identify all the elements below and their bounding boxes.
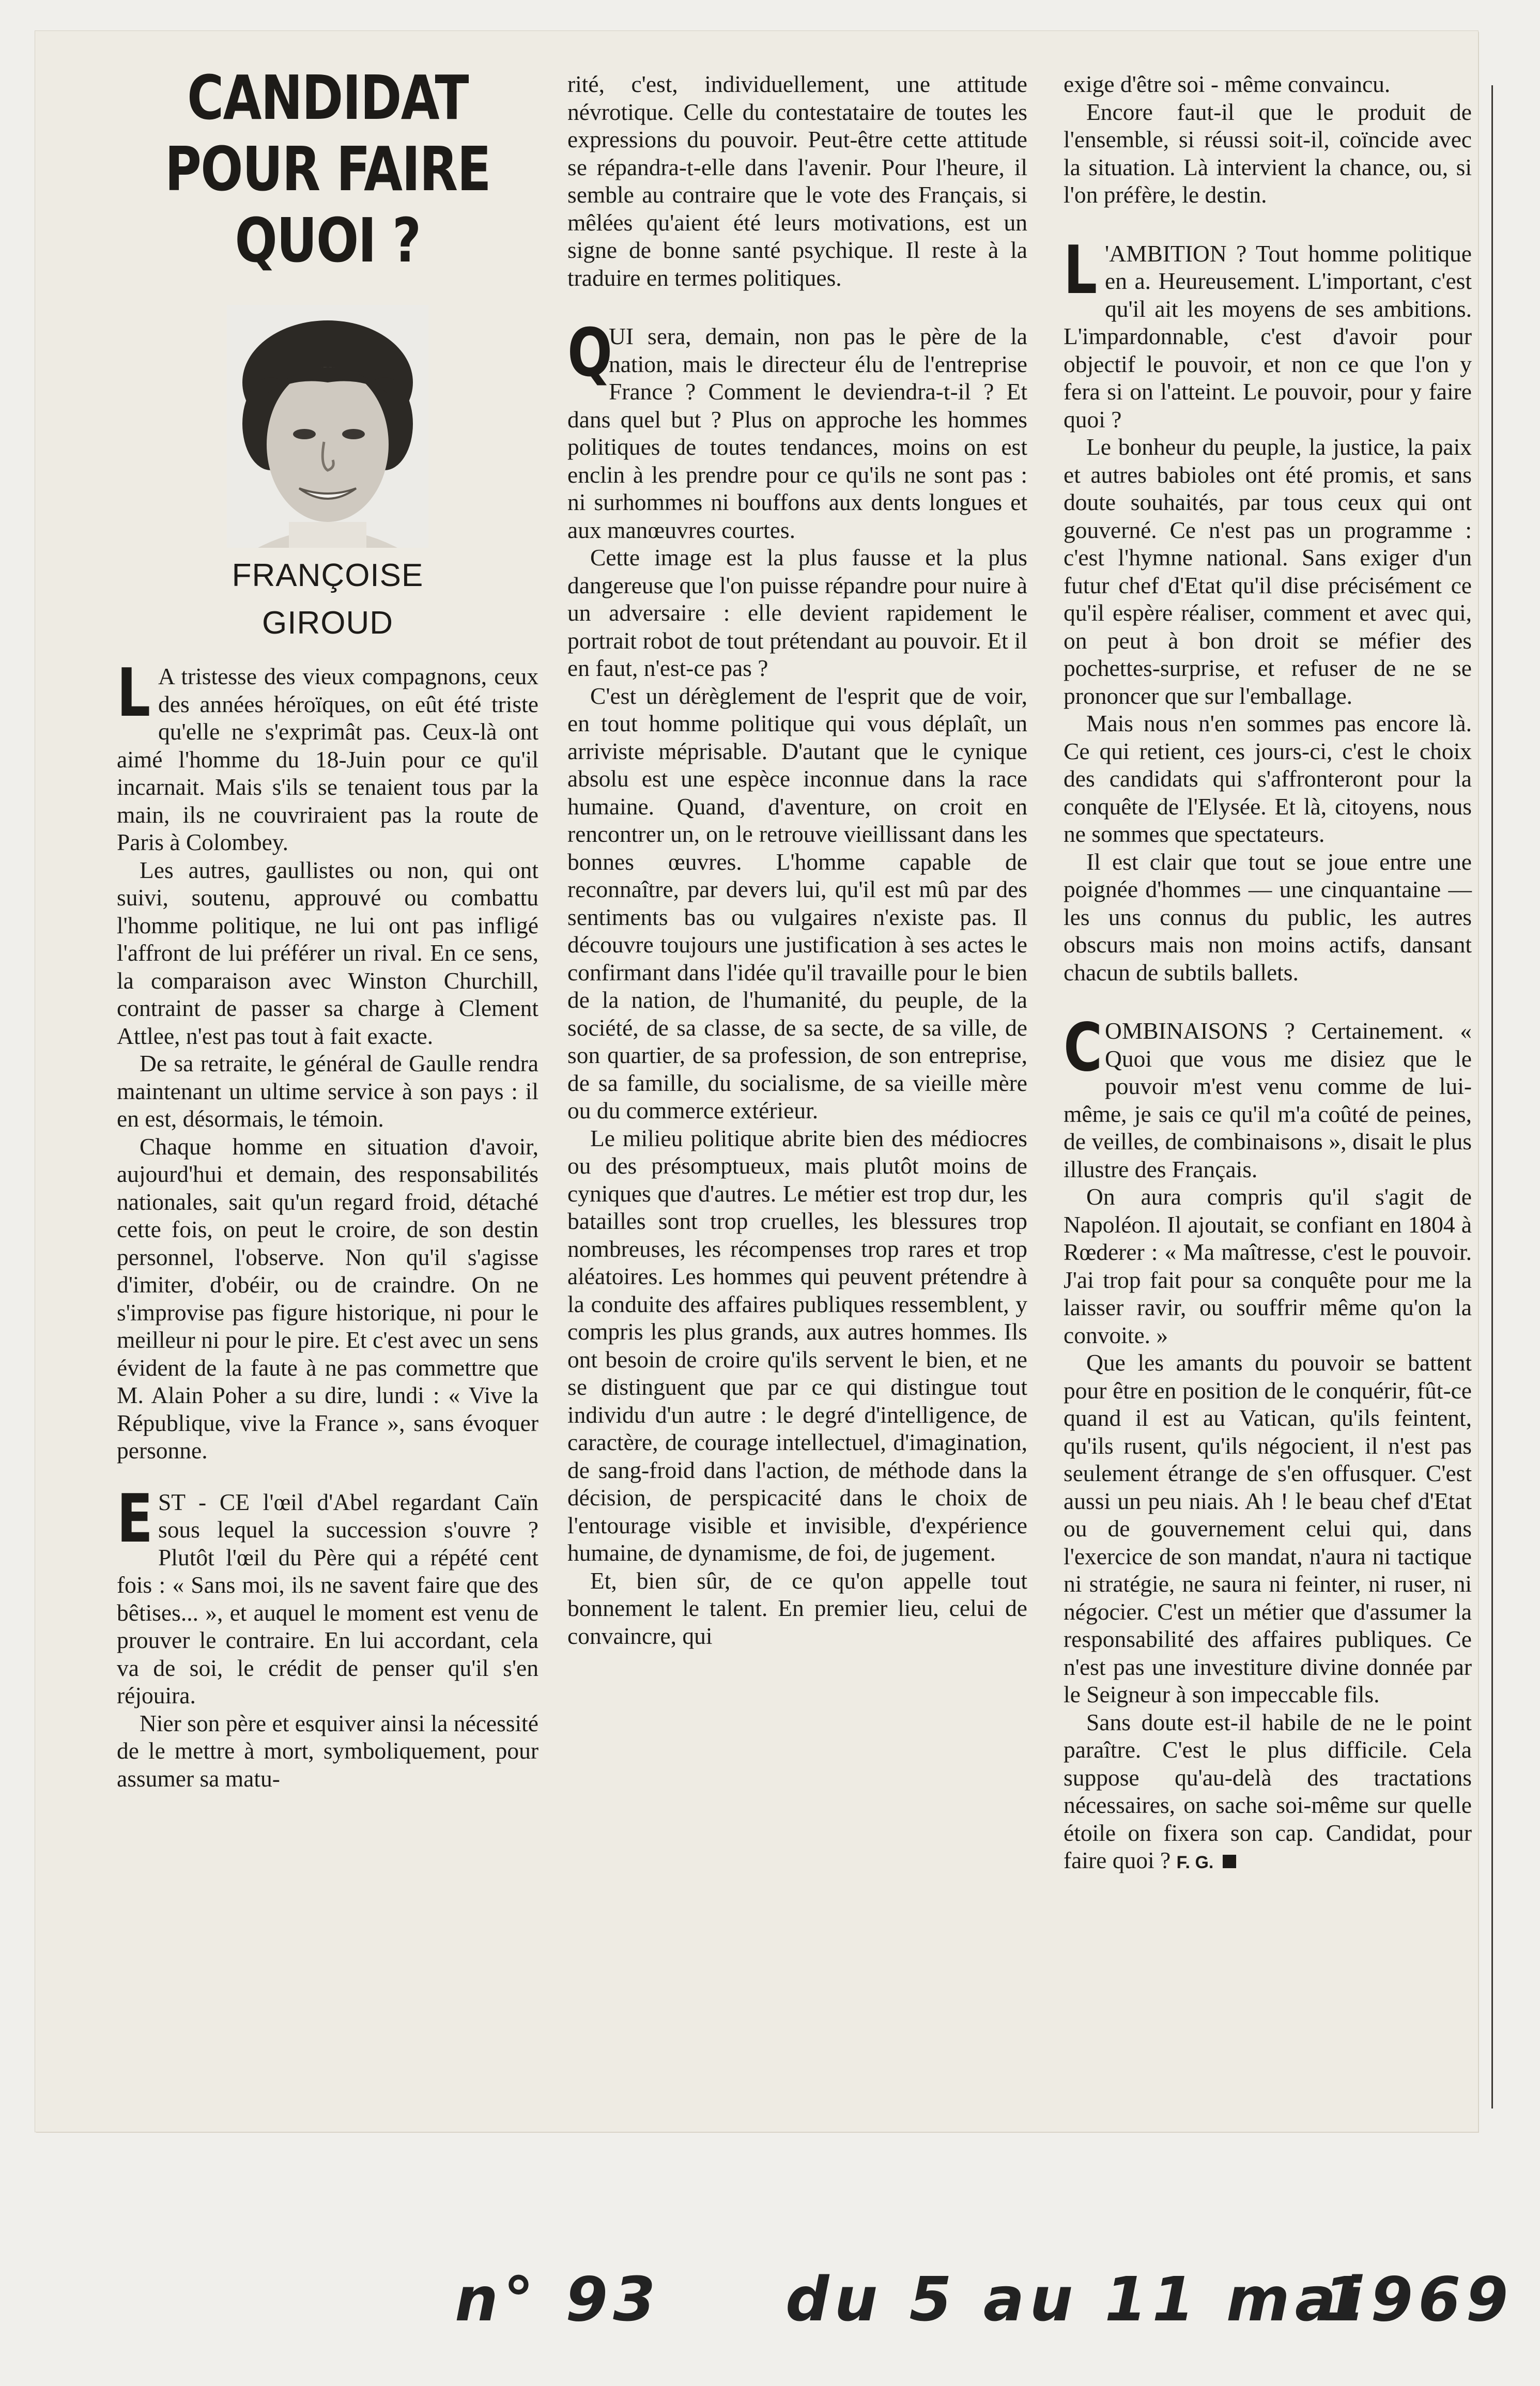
section-abel-text: ST - CE l'œil d'Abel regardant Caïn sous lequel la succession s'ouvre ? Plutôt l'œil du Père qui a répété cent fois : « Sans moi, ils ne savent faire que des bêtises... », et auquel le moment est venu de prouver le contraire. En lui accordant, cela va de soi, le crédit de penser qu'il s'en réjouira.	[117, 1488, 538, 1708]
column-2	[567, 31, 1027, 1650]
col3-paragraph-4: Mais nous n'en sommes pas encore là. Ce qui retient, ces jours-ci, c'est le choix des candidats qui s'affronteront pour la conquête de l'Elysée. Et là, citoyens, nous ne sommes que spectateurs.	[1064, 710, 1472, 847]
author-byline	[117, 552, 538, 647]
dropcap-l-ambition: L	[1064, 232, 1098, 309]
author-first-name: FRANÇOISE	[232, 558, 424, 593]
author-signature: F. G.	[1176, 1853, 1214, 1872]
col2-paragraph-1: rité, c'est, individuellement, une attitude névrotique. Celle du contestataire de toutes les expressions du pouvoir. Peut-être cette attitude se répandra-t-elle dans l'avenir. Pour l'heure, il semble au contraire que le vote des Français, si mêlées qu'aient été leurs motivations, est un signe de bonne santé psychique. Il reste à la traduire en termes politiques.	[567, 71, 1027, 291]
dropcap-l: L	[117, 655, 151, 732]
handwritten-note	[455, 2264, 1514, 2357]
newspaper-clipping	[35, 31, 1478, 2132]
col3-paragraph-7: Que les amants du pouvoir se battent pour être en position de le conquérir, fût-ce quand il est au Vatican, qu'ils feintent, qu'ils rusent, qu'ils négocient, il n'est pas seulement étrange de s'en offusquer. C'est aussi un peu niais. Ah ! le beau chef d'Etat ou de gouvernement celui qui, dans l'exercice de son mandat, n'aura ni tactique ni stratégie, ne saura ni feinter, ni ruser, ni négocier. C'est un métier que d'assumer la responsabilité des affaires publiques. Ce n'est pas une investiture divine donnée par le Seigneur à son impeccable fils.	[1064, 1349, 1472, 1707]
col3-paragraph-3: Le bonheur du peuple, la justice, la paix et autres babioles ont été promis, et sans doute souhaités, par tous ceux qui ont gouverné. Ce n'est pas un programme : c'est l'hymne national. Sans exiger d'un futur chef d'Etat qu'il dise précisément ce qu'il espère réaliser, comment et avec qui, on peut à bon droit se méfier des pochettes-surprise, et refuser de ne se prononcer que sur l'emballage.	[1064, 434, 1472, 709]
author-portrait-image	[227, 305, 428, 548]
section-abel	[117, 1480, 538, 1710]
headline-line-1: CANDIDAT	[187, 62, 468, 133]
section-combinaisons-text: OMBINAISONS ? Certainement. « Quoi que vous me disiez que le pouvoir m'est venu comme de lui-même, je sais ce qu'il m'a coûté de peines, de veilles, de combinaisons », disait le plus illustre des Français.	[1064, 1018, 1472, 1182]
lead-text: A tristesse des vieux compagnons, ceux des années héroïques, on eût été triste qu'elle ne s'exprimât pas. Ceux-là ont aimé l'homme du 18-Juin pour ce qu'il incarnait. Mais s'ils se tenaient tous par la main, ils ne couvriraient pas la route de Paris à Colombey.	[117, 663, 538, 855]
end-mark	[1223, 1855, 1236, 1868]
author-portrait	[227, 305, 428, 548]
col3-paragraph-5: Il est clair que tout se joue entre une poignée d'hommes — une cinquantaine — les uns connus du public, les autres obscurs mais non moins actifs, dansant chacun de subtils ballets.	[1064, 848, 1472, 986]
col2-paragraph-5: Et, bien sûr, de ce qu'on appelle tout bonnement le talent. En premier lieu, celui de convaincre, qui	[567, 1567, 1027, 1649]
column-1	[117, 31, 538, 1792]
closing-text: Sans doute est-il habile de ne le point paraître. C'est le plus difficile. Cela suppose qu'au-delà des tractations nécessaires, on sache soi-même sur quelle étoile on fixera son cap. Candidat, pour faire quoi ?	[1064, 1708, 1472, 1873]
section-ambition	[1064, 232, 1472, 434]
column-3	[1064, 31, 1472, 1877]
col1-paragraph-4: Nier son père et esquiver ainsi la nécessité de le mettre à mort, symboliquement, pour assumer sa matu-	[117, 1710, 538, 1792]
headline	[155, 62, 500, 276]
col1-paragraph-1: Les autres, gaullistes ou non, qui ont suivi, soutenu, approuvé ou combattu l'homme politique, ne lui ont pas infligé l'affront de lui préférer un rival. En ce sens, la comparaison avec Winston Churchill, contraint de passer sa charge à Clement Attlee, n'est pas tout à fait exacte.	[117, 856, 538, 1049]
section-ambition-text: 'AMBITION ? Tout homme politique en a. Heureusement. L'important, c'est qu'il ait les moyens de ses ambitions. L'impardonnable, c'est d'avoir pour objectif le pouvoir, et non ce que l'on y fera si on l'atteint. Le pouvoir, pour y faire quoi ?	[1064, 240, 1472, 433]
handwritten-issue-number: n° 93	[455, 2264, 661, 2335]
handwritten-date-range: du 5 au 11 mai	[786, 2264, 1367, 2335]
col2-paragraph-4: Le milieu politique abrite bien des médiocres ou des présomptueux, mais plutôt moins de cyniques que d'autres. Le métier est trop dur, les batailles sont trop cruelles, les blessures trop nombreuses, les récompenses trop rares et trop aléatoires. Les hommes qui peuvent prétendre à la conduite des affaires publiques ressemblent, y compris les plus grands, aux autres hommes. Ils ont besoin de croire qu'ils servent le bien, et ne se distinguent que par ce qui distingue tout individu d'un autre : le degré d'intelligence, de caractère, de courage intellectuel, d'imagination, de sang-froid dans l'action, de méthode dans la décision, de perspicacité dans le choix de l'entourage visible et invisible, d'expérience humaine, de dynamisme, de foi, de jugement.	[567, 1125, 1027, 1566]
handwritten-year: 1969	[1323, 2264, 1514, 2335]
headline-line-3: QUOI ?	[235, 205, 421, 276]
dropcap-q: Q	[567, 315, 613, 392]
author-last-name: GIROUD	[262, 605, 393, 641]
col3-paragraph-6: On aura compris qu'il s'agit de Napoléon. Il ajoutait, se confiant en 1804 à Rœderer : « Ma maîtresse, c'est le pouvoir. J'ai trop fait pour sa conquête pour me la laisser ravir, ou souffrir même qu'on la convoite. »	[1064, 1183, 1472, 1348]
section-qui-sera-text: UI sera, demain, non pas le père de la nation, mais le directeur élu de l'entreprise France ? Comment le deviendra-t-il ? Et dans quel but ? Plus on approche les hommes politiques de toutes tendances, moins on est enclin à les prendre pour ce qu'ils ne sont pas : ni surhommes ni bouffons aux dents longues et aux manœuvres courtes.	[567, 323, 1027, 543]
col3-paragraph-1: exige d'être soi - même convaincu.	[1064, 71, 1391, 97]
col1-paragraph-2: De sa retraite, le général de Gaulle rendra maintenant un ultime service à son pays : il en est, désormais, le témoin.	[117, 1050, 538, 1132]
col3-paragraph-8	[1064, 1708, 1472, 1877]
right-border-rule	[1491, 85, 1493, 2108]
dropcap-e: E	[117, 1480, 153, 1558]
dropcap-c: C	[1064, 1009, 1103, 1086]
section-qui-sera	[567, 315, 1027, 544]
section-combinaisons	[1064, 1009, 1472, 1183]
lead-paragraph	[117, 655, 538, 856]
col2-paragraph-3: C'est un dérèglement de l'esprit que de voir, en tout homme politique qui vous déplaît, un arriviste méprisable. D'autant que le cynique absolu est une espèce inconnue dans la race humaine. Quand, d'aventure, on croit en rencontrer un, on le retrouve vieillissant dans les bonnes œuvres. L'homme capable de reconnaître, par devers lui, qu'il est mû par des sentiments bas ou vulgaires n'existe pas. Il découvre toujours une justification à ses actes le confirmant dans l'idée qu'il travaille pour le bien de la nation, de l'humanité, du peuple, de la société, de sa classe, de sa secte, de sa ville, de son quartier, de sa profession, de son entreprise, de sa famille, du socialisme, de sa vieille mère ou du commerce extérieur.	[567, 682, 1027, 1123]
headline-line-2: POUR FAIRE	[164, 133, 491, 205]
col3-paragraph-2: Encore faut-il que le produit de l'ensemble, si réussi soit-il, coïncide avec la situation. Là intervient la chance, ou, si l'on préfère, le destin.	[1064, 98, 1472, 208]
col1-paragraph-3: Chaque homme en situation d'avoir, aujourd'hui et demain, des responsabilités nationales, sait qu'un regard froid, détaché cette fois, on peut le croire, de son destin personnel, l'observe. Non qu'il s'agisse d'imiter, d'obéir, ou de craindre. On ne s'improvise pas figure historique, ni pour le meilleur ni pour le pire. Et c'est avec un sens évident de la faute à ne pas commettre que M. Alain Poher a su dire, lundi : « Vive la République, vive la France », sans évoquer personne.	[117, 1133, 538, 1464]
col2-paragraph-2: Cette image est la plus fausse et la plus dangereuse que l'on puisse répandre pour nuire à un adversaire : elle devient rapidement le portrait robot de tout prétendant au pouvoir. Et il en faut, n'est-ce pas ?	[567, 544, 1027, 681]
